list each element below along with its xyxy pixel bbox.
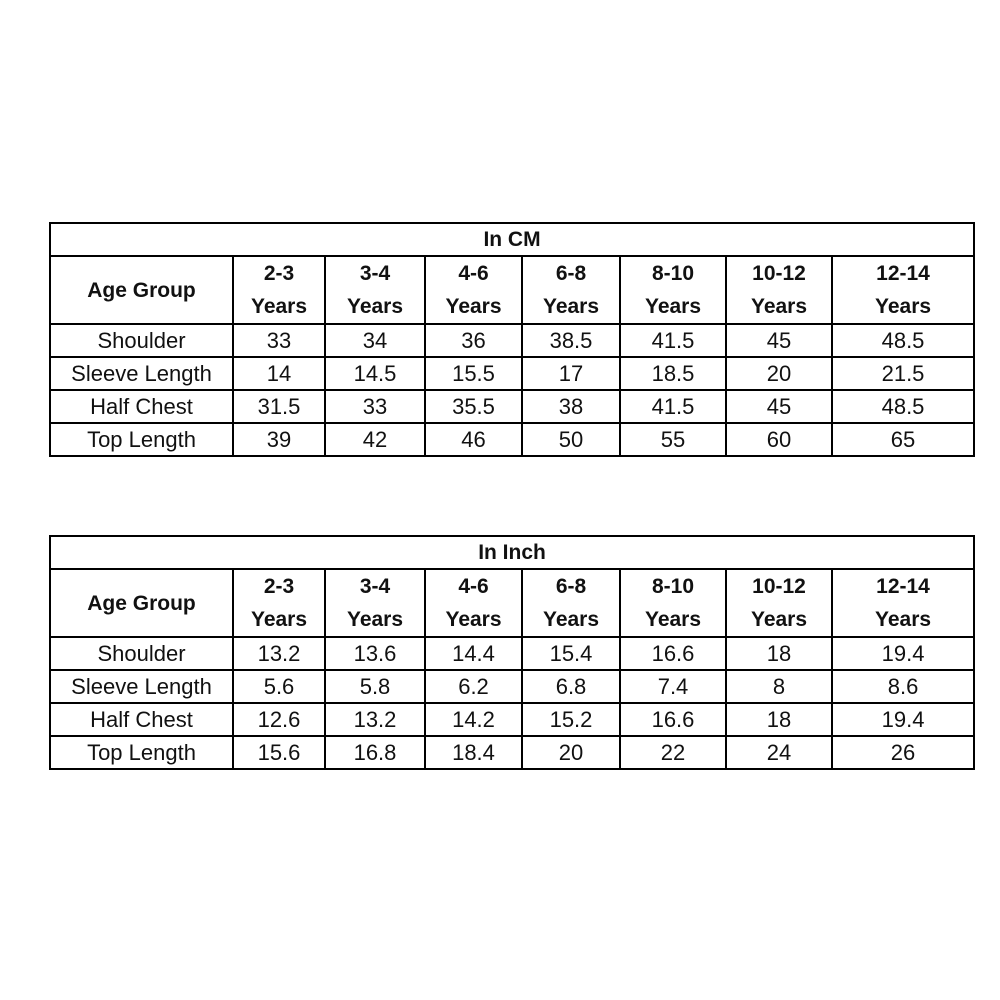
table-cell: 35.5	[425, 390, 522, 423]
table-cell: 60	[726, 423, 832, 456]
column-header: 12-14 Years	[832, 256, 974, 324]
row-label: Shoulder	[50, 324, 233, 357]
column-header: 10-12 Years	[726, 569, 832, 637]
column-header: 2-3 Years	[233, 569, 325, 637]
table-title: In Inch	[50, 536, 974, 569]
table-cell: 41.5	[620, 324, 726, 357]
table-cell: 5.8	[325, 670, 425, 703]
table-cell: 19.4	[832, 637, 974, 670]
table-cell: 19.4	[832, 703, 974, 736]
table-cell: 14.2	[425, 703, 522, 736]
table-cell: 6.8	[522, 670, 620, 703]
size-table-cm	[49, 222, 975, 457]
row-label: Top Length	[50, 736, 233, 769]
table-title-row	[50, 223, 974, 256]
column-header: 6-8 Years	[522, 256, 620, 324]
column-header: 10-12 Years	[726, 256, 832, 324]
table-row	[50, 637, 974, 670]
table-cell: 18	[726, 703, 832, 736]
row-label: Top Length	[50, 423, 233, 456]
table-cell: 14.5	[325, 357, 425, 390]
column-header: 8-10 Years	[620, 256, 726, 324]
column-header: 3-4 Years	[325, 569, 425, 637]
table-cell: 8.6	[832, 670, 974, 703]
table-cell: 22	[620, 736, 726, 769]
column-header: 4-6 Years	[425, 569, 522, 637]
table-cell: 15.2	[522, 703, 620, 736]
table-cell: 16.6	[620, 703, 726, 736]
table-cell: 15.5	[425, 357, 522, 390]
column-header: 6-8 Years	[522, 569, 620, 637]
table-title: In CM	[50, 223, 974, 256]
table-cell: 18	[726, 637, 832, 670]
table-cell: 13.2	[325, 703, 425, 736]
table-header-row	[50, 256, 974, 324]
table-header-row	[50, 569, 974, 637]
column-header: 12-14 Years	[832, 569, 974, 637]
table-row	[50, 703, 974, 736]
table-row	[50, 736, 974, 769]
table-cell: 50	[522, 423, 620, 456]
table-cell: 13.2	[233, 637, 325, 670]
table-cell: 15.4	[522, 637, 620, 670]
size-table-inch	[49, 535, 975, 770]
row-label: Sleeve Length	[50, 670, 233, 703]
table-cell: 33	[325, 390, 425, 423]
table-cell: 65	[832, 423, 974, 456]
table-row	[50, 670, 974, 703]
table-title-row	[50, 536, 974, 569]
table-cell: 16.6	[620, 637, 726, 670]
table-cell: 6.2	[425, 670, 522, 703]
table-cell: 13.6	[325, 637, 425, 670]
table-cell: 15.6	[233, 736, 325, 769]
table-row	[50, 324, 974, 357]
table-cell: 7.4	[620, 670, 726, 703]
table-cell: 45	[726, 390, 832, 423]
table-cell: 20	[522, 736, 620, 769]
age-group-header: Age Group	[50, 569, 233, 637]
row-label: Sleeve Length	[50, 357, 233, 390]
table-cell: 14.4	[425, 637, 522, 670]
table-cell: 48.5	[832, 324, 974, 357]
column-header: 3-4 Years	[325, 256, 425, 324]
table-cell: 42	[325, 423, 425, 456]
table-cell: 45	[726, 324, 832, 357]
table-cell: 39	[233, 423, 325, 456]
table-cell: 46	[425, 423, 522, 456]
table-cell: 21.5	[832, 357, 974, 390]
table-cell: 33	[233, 324, 325, 357]
row-label: Half Chest	[50, 703, 233, 736]
table-cell: 18.5	[620, 357, 726, 390]
row-label: Half Chest	[50, 390, 233, 423]
column-header: 4-6 Years	[425, 256, 522, 324]
table-cell: 8	[726, 670, 832, 703]
column-header: 8-10 Years	[620, 569, 726, 637]
column-header: 2-3 Years	[233, 256, 325, 324]
table-cell: 16.8	[325, 736, 425, 769]
table-cell: 34	[325, 324, 425, 357]
table-cell: 55	[620, 423, 726, 456]
table-cell: 18.4	[425, 736, 522, 769]
table-row	[50, 423, 974, 456]
table-cell: 26	[832, 736, 974, 769]
table-cell: 36	[425, 324, 522, 357]
row-label: Shoulder	[50, 637, 233, 670]
table-cell: 12.6	[233, 703, 325, 736]
table-cell: 38.5	[522, 324, 620, 357]
table-cell: 31.5	[233, 390, 325, 423]
table-cell: 38	[522, 390, 620, 423]
table-cell: 20	[726, 357, 832, 390]
table-row	[50, 357, 974, 390]
table-cell: 48.5	[832, 390, 974, 423]
age-group-header: Age Group	[50, 256, 233, 324]
table-cell: 5.6	[233, 670, 325, 703]
table-cell: 24	[726, 736, 832, 769]
table-cell: 41.5	[620, 390, 726, 423]
table-cell: 17	[522, 357, 620, 390]
table-cell: 14	[233, 357, 325, 390]
table-row	[50, 390, 974, 423]
